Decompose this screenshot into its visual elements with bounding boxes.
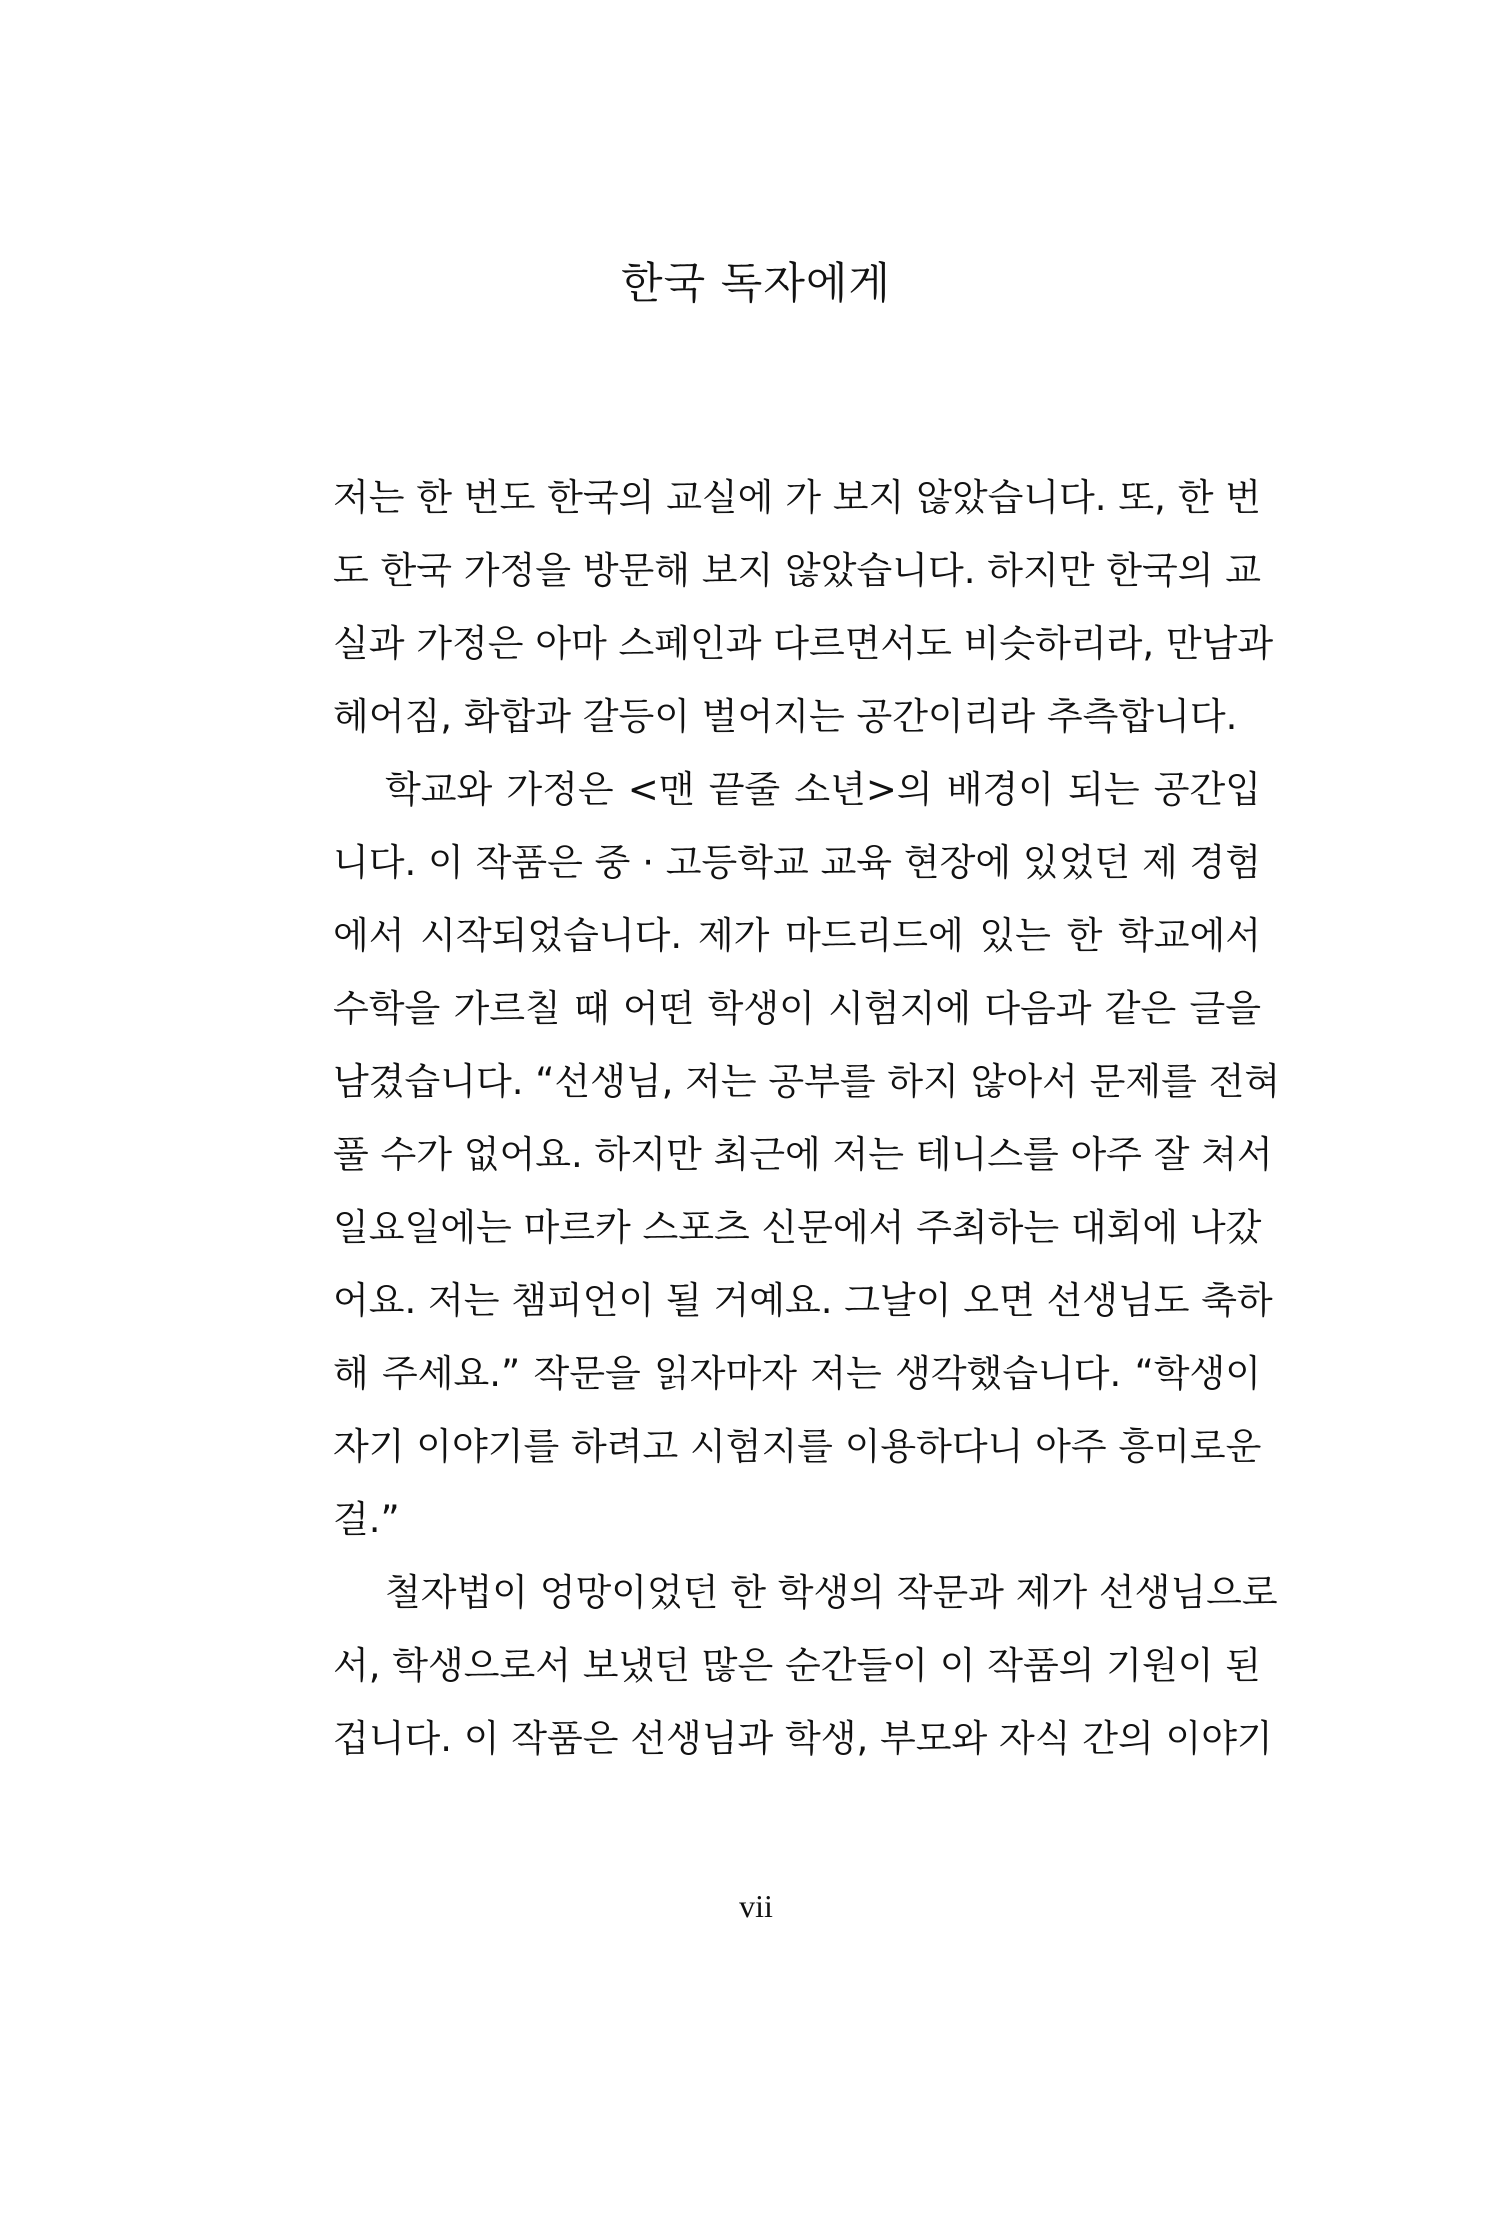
text-line: 도 한국 가정을 방문해 보지 않았습니다. 하지만 한국의 교 [333,549,1261,592]
text-line: 저는 한 번도 한국의 교실에 가 보지 않았습니다. 또, 한 번 [333,476,1261,519]
text-line: 에서 시작되었습니다. 제가 마드리드에 있는 한 학교에서 [333,914,1261,957]
text-line: 실과 가정은 아마 스페인과 다르면서도 비슷하리라, 만남과 [333,622,1274,665]
page-title: 한국 독자에게 [621,259,891,309]
text-line: 수학을 가르칠 때 어떤 학생이 시험지에 다음과 같은 글을 [333,987,1261,1030]
text-line: 철자법이 엉망이었던 한 학생의 작문과 제가 선생님으로 [385,1571,1278,1614]
body-text [333,476,1281,1790]
text-line: 걸.” [333,1498,400,1541]
text-line: 어요. 저는 챔피언이 될 거예요. 그날이 오면 선생님도 축하 [333,1279,1273,1322]
text-line: 헤어짐, 화합과 갈등이 벌어지는 공간이리라 추측합니다. [333,695,1238,738]
text-line: 해 주세요.” 작문을 읽자마자 저는 생각했습니다. “학생이 [333,1352,1261,1395]
page-number: vii [739,1888,773,1924]
text-line: 서, 학생으로서 보냈던 많은 순간들이 이 작품의 기원이 된 [333,1644,1261,1687]
text-line: 풀 수가 없어요. 하지만 최근에 저는 테니스를 아주 잘 쳐서 [333,1133,1273,1176]
text-line: 일요일에는 마르카 스포츠 신문에서 주최하는 대회에 나갔 [333,1206,1262,1249]
text-line: 니다. 이 작품은 중 · 고등학교 교육 현장에 있었던 제 경험 [333,841,1261,884]
text-line: 학교와 가정은 <맨 끝줄 소년>의 배경이 되는 공간입 [385,768,1261,811]
text-line: 자기 이야기를 하려고 시험지를 이용하다니 아주 흥미로운 [333,1425,1262,1468]
text-line: 남겼습니다. “선생님, 저는 공부를 하지 않아서 문제를 전혀 [333,1060,1281,1103]
text-line: 겁니다. 이 작품은 선생님과 학생, 부모와 자식 간의 이야기 [333,1717,1273,1760]
